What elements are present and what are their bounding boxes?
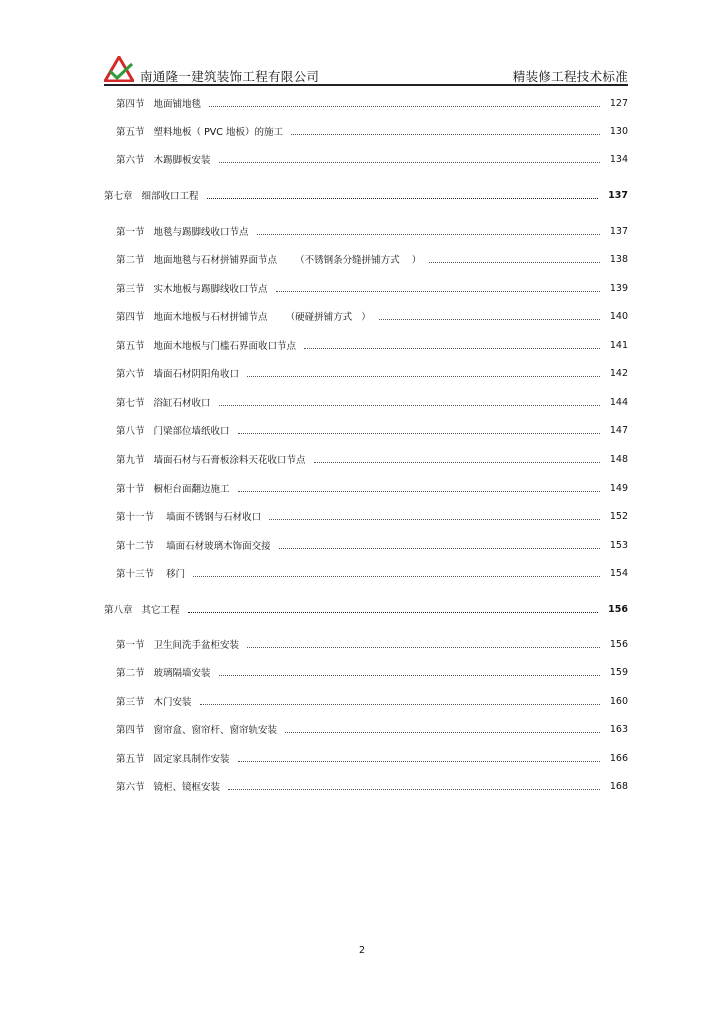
table-of-contents <box>104 90 628 800</box>
dot-leader <box>207 198 599 199</box>
dot-leader <box>228 789 600 790</box>
toc-entry-title: 第六节 镜柜、镜框安装 <box>116 782 221 793</box>
toc-page-number: 138 <box>609 253 628 265</box>
toc-section-entry[interactable] <box>104 634 628 654</box>
toc-section-entry[interactable] <box>104 776 628 796</box>
toc-section-entry[interactable] <box>104 506 628 526</box>
dot-leader <box>314 462 600 463</box>
toc-page-number: 127 <box>609 97 628 109</box>
toc-entry-title: 第九节 墙面石材与石膏板涂料天花收口节点 <box>116 455 306 466</box>
dot-leader <box>219 405 600 406</box>
toc-entry-title: 第一节 卫生间洗手盆柜安装 <box>116 640 240 651</box>
toc-page-number: 140 <box>609 310 628 322</box>
toc-section-entry[interactable] <box>104 221 628 241</box>
dot-leader <box>257 234 600 235</box>
dot-leader <box>279 548 600 549</box>
toc-entry-title: 第十二节 墙面石材玻璃木饰面交接 <box>116 541 271 552</box>
toc-entry-title: 第四节 窗帘盒、窗帘杆、窗帘轨安装 <box>116 725 278 736</box>
page-header <box>104 56 628 86</box>
dot-leader <box>429 262 600 263</box>
toc-section-entry[interactable] <box>104 691 628 711</box>
toc-page-number: 166 <box>609 752 628 764</box>
toc-entry-title: 第五节 塑料地板（ PVC 地板）的施工 <box>116 127 283 138</box>
toc-section-entry[interactable] <box>104 563 628 583</box>
dot-leader <box>247 376 600 377</box>
toc-section-entry[interactable] <box>104 149 628 169</box>
toc-section-entry[interactable] <box>104 363 628 383</box>
toc-section-entry[interactable] <box>104 449 628 469</box>
toc-page-number: 159 <box>609 666 628 678</box>
toc-section-entry[interactable] <box>104 719 628 739</box>
dot-leader <box>238 491 600 492</box>
toc-entry-title: 第六节 木踢脚板安装 <box>116 155 211 166</box>
toc-entry-title: 第四节 地面木地板与石材拼铺节点 （硬碰拼铺方式 ） <box>116 312 371 323</box>
toc-page-number: 144 <box>609 396 628 408</box>
toc-page-number: 148 <box>609 453 628 465</box>
toc-chapter-entry[interactable] <box>104 599 628 619</box>
dot-leader <box>238 761 600 762</box>
dot-leader <box>193 576 600 577</box>
header-divider <box>104 84 628 86</box>
toc-page-number: 134 <box>609 153 628 165</box>
toc-section-entry[interactable] <box>104 306 628 326</box>
dot-leader <box>269 519 600 520</box>
toc-page-number: 130 <box>609 125 628 137</box>
toc-page-number: 142 <box>609 367 628 379</box>
toc-entry-title: 第二节 玻璃隔墙安装 <box>116 668 211 679</box>
toc-page-number: 168 <box>609 780 628 792</box>
toc-section-entry[interactable] <box>104 420 628 440</box>
toc-section-entry[interactable] <box>104 121 628 141</box>
dot-leader <box>188 612 599 613</box>
toc-entry-title: 第二节 地面地毯与石材拼铺界面节点 （不锈钢条分缝拼铺方式 ） <box>116 255 422 266</box>
toc-entry-title: 第一节 地毯与踢脚线收口节点 <box>116 227 249 238</box>
toc-page-number: 153 <box>609 539 628 551</box>
toc-entry-title: 第八节 门梁部位墙纸收口 <box>116 426 230 437</box>
toc-chapter-entry[interactable] <box>104 185 628 205</box>
dot-leader <box>379 319 600 320</box>
toc-section-entry[interactable] <box>104 392 628 412</box>
toc-section-entry[interactable] <box>104 249 628 269</box>
dot-leader <box>200 704 600 705</box>
dot-leader <box>285 732 600 733</box>
dot-leader <box>209 106 600 107</box>
toc-page-number: 156 <box>609 638 628 650</box>
dot-leader <box>219 162 600 163</box>
toc-entry-title: 第三节 实木地板与踢脚线收口节点 <box>116 284 268 295</box>
dot-leader <box>219 675 600 676</box>
document-title: 精装修工程技术标准 <box>512 69 628 84</box>
toc-section-entry[interactable] <box>104 535 628 555</box>
toc-page-number: 154 <box>609 567 628 579</box>
toc-section-entry[interactable] <box>104 748 628 768</box>
page-number: 2 <box>358 945 366 956</box>
dot-leader <box>291 134 600 135</box>
toc-section-entry[interactable] <box>104 335 628 355</box>
toc-entry-title: 第五节 固定家具制作安装 <box>116 754 230 765</box>
toc-section-entry[interactable] <box>104 662 628 682</box>
toc-entry-title: 第七章 细部收口工程 <box>104 191 199 202</box>
toc-section-entry[interactable] <box>104 478 628 498</box>
company-logo <box>104 56 134 82</box>
toc-page-number: 137 <box>609 225 628 237</box>
company-name: 南通隆一建筑装饰工程有限公司 <box>140 69 320 84</box>
toc-entry-title: 第四节 地面铺地毯 <box>116 99 202 110</box>
toc-page-number: 137 <box>608 189 628 201</box>
dot-leader <box>247 647 600 648</box>
toc-page-number: 149 <box>609 482 628 494</box>
toc-entry-title: 第八章 其它工程 <box>104 605 180 616</box>
toc-entry-title: 第十三节 移门 <box>116 569 186 580</box>
toc-page-number: 152 <box>609 510 628 522</box>
toc-page-number: 156 <box>608 603 628 615</box>
toc-section-entry[interactable] <box>104 93 628 113</box>
toc-page-number: 139 <box>609 282 628 294</box>
dot-leader <box>304 348 600 349</box>
toc-entry-title: 第七节 浴缸石材收口 <box>116 398 211 409</box>
toc-entry-title: 第五节 地面木地板与门槛石界面收口节点 <box>116 341 297 352</box>
dot-leader <box>276 291 600 292</box>
toc-entry-title: 第六节 墙面石材阴阳角收口 <box>116 369 240 380</box>
toc-entry-title: 第十节 橱柜台面翻边施工 <box>116 484 230 495</box>
toc-section-entry[interactable] <box>104 278 628 298</box>
toc-entry-title: 第三节 木门安装 <box>116 697 192 708</box>
toc-page-number: 141 <box>609 339 628 351</box>
dot-leader <box>238 433 600 434</box>
toc-page-number: 160 <box>609 695 628 707</box>
toc-page-number: 147 <box>609 424 628 436</box>
toc-entry-title: 第十一节 墙面不锈钢与石材收口 <box>116 512 262 523</box>
toc-page-number: 163 <box>609 723 628 735</box>
